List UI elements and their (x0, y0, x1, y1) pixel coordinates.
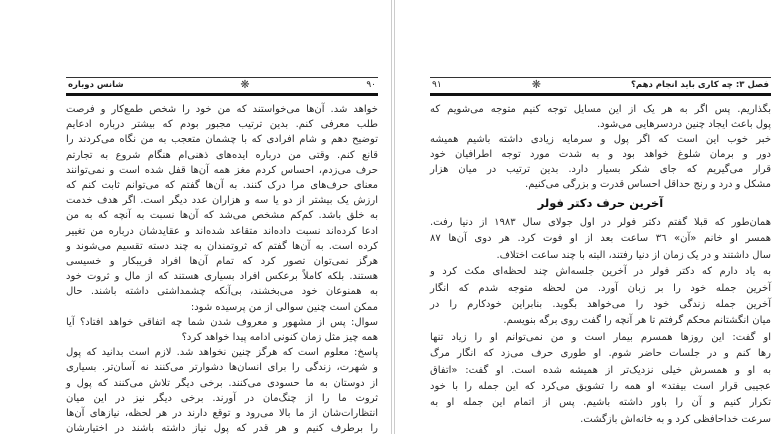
text-line: ثروت ما را از چنگ‌مان در آورند. برخی دیگر نیز در این میان (66, 392, 378, 404)
page-header-left (66, 77, 378, 96)
text-line: رها کنم و در جلسات حاضر شوم. او طوری حرف می‌زد که انگار مرگ (430, 348, 771, 360)
page-text-right-paragraph-2 (430, 215, 771, 428)
text-line: خواهد شد. آن‌ها می‌خواستند که من خود را شخص طمع‌کار و فرصت (66, 104, 378, 115)
text-line: انتظارات‌شان از ما بالا می‌رود و توقع دارند در هر لحظه، نیازهای آن‌ها (66, 408, 378, 420)
text-line: سال داشتند و در یک زمان از دنیا رفتند، البته با چند ساعت اختلاف. (496, 249, 771, 261)
text-line: تکرار کنیم و آن را باور داشته باشیم. پس از اتمام این جمله او به (430, 397, 771, 409)
text-line: آخرین جمله زندگی خود را می‌خواهد بگوید. بنابراین خودکارم را در (430, 299, 771, 311)
text-line: قرار می‌گیریم که جای شکر بسیار دارد. بدین ترتیب در میان هزار (430, 164, 771, 175)
text-line: طلب معرفی کنم. بدین ترتیب مجبور بودم که بیشتر درباره ادعایم (66, 119, 378, 131)
running-title-chapter: فصل ٣: چه کاری باید انجام دهم؟ (630, 80, 769, 90)
text-line: آخرین جمله خود را بر زبان آورد. من لحظه متوجه شدم که انگار (430, 282, 771, 294)
text-line: معنای حرف‌های مرا درک کنند. به آن‌ها گفتم که می‌توانم ثابت کنم که (66, 180, 378, 192)
text-line: همه چیز مثل زمان کنونی ادامه پیدا خواهد کرد؟ (181, 332, 378, 344)
text-line: ممکن است چنین سوالی از من پرسیده شود: (190, 301, 378, 313)
text-line: هرگز نمی‌توان تصور کرد که تمام آن‌ها افراد فریبکار و خسیسی (66, 256, 378, 268)
text-line: بگذاریم. پس اگر به هر یک از این مسایل توجه کنیم متوجه می‌شویم که (430, 104, 771, 115)
text-line: سرعت خداحافظی کرد و به خانه‌اش بازگشت. (580, 413, 771, 425)
ornament-icon: ❋ (531, 78, 541, 91)
text-line: را برطرف کنیم و هر قدر که پول نیاز داشته باشند در اختیارشان (66, 423, 378, 435)
text-line: همسر او خانم «آن» ٣٦ ساعت بعد از او فوت کرد. هر دوی آن‌ها ٨٧ (430, 233, 771, 245)
text-line: به او و همسرش خیلی نزدیک‌تر از همیشه شده است. او گفت: «اتفاق (430, 364, 771, 376)
text-line: سوال: پس از مشهور و معروف شدن شما چه اتفاقی خواهد افتاد؟ آیا (66, 316, 378, 328)
text-line: به یاد دارم که دکتر فولر در آخرین جلسه‌اش چند لحظه‌ای مکث کرد و (430, 266, 771, 278)
text-line: خبر خوب این است که اگر پول و سرمایه زیادی داشته باشیم همیشه (430, 134, 771, 145)
page-text-right-paragraph-1 (430, 102, 771, 192)
section-heading: آخرین حرف دکتر فولر (537, 196, 664, 210)
text-line: حرف می‌زدم، احساس کردم مغز همه آن‌ها قفل شده است و نمی‌توانند (66, 164, 378, 176)
text-line: مشکل و درد و رنج حداقل احساس قدرت و بزرگی می‌کنیم. (525, 179, 771, 190)
page-number-right: ٩١ (432, 80, 442, 90)
text-line: ادعا کرده‌اند نسبت داده‌اند متقاعد شده‌اند و عقایدشان درباره من تغییر (66, 225, 378, 237)
ornament-icon: ❋ (240, 78, 250, 91)
text-line: به همنوعان خود می‌بخشند، بی‌آنکه چشمداشتی داشته باشند. حال (66, 286, 378, 298)
text-line: و شهرت، زندگی را برای انسان‌ها دشوارتر می‌کنند نه آسان‌تر. بسیاری (66, 362, 378, 374)
page-header-right (430, 77, 771, 96)
text-line: از دوستان به ما حسودی می‌کنند. برخی دیگر تلاش می‌کنند که پول و (66, 377, 378, 389)
running-title-book: شانس دوباره (68, 80, 124, 90)
text-line: هستند. بلکه کاملاً برعکس افراد بسیاری هستند که از مال و ثروت خود (66, 271, 378, 283)
page-left (0, 0, 391, 434)
page-number-left: ٩٠ (366, 80, 376, 90)
text-line: به خلق باشد. کم‌کم مشخص می‌شد که آن‌ها نسبت به آنچه که به من (66, 210, 378, 222)
text-line: عجیبی قرار است بیفتد» او همه را تشویق می‌کرد که این جمله را با خود (430, 381, 771, 393)
page-text-left (66, 102, 378, 436)
text-line: قانع کنم. وقتی من درباره ایده‌های ذهنی‌ام هنگام شروع به تجارتم (66, 149, 378, 161)
text-line: دور و برمان شلوغ خواهد بود و به شدت مورد توجه اطرافیان خود (430, 149, 771, 160)
text-line: پاسخ: معلوم است که هرگز چنین نخواهد شد. لازم است بدانید که پول (66, 347, 378, 359)
text-line: او گفت: این روزها همسرم بیمار است و من نمی‌توانم او را زیاد تنها (430, 331, 771, 343)
page-right (395, 0, 784, 434)
text-line: میان انگشتانم محکم گرفتم تا هر آنچه را گفت روی برگه بنویسم. (503, 315, 771, 327)
text-line: توضیح دهم و شام افرادی که با چشمان متعجب به من نگاه می‌کردند را (66, 134, 378, 146)
text-line: کرده است. به آن‌ها گفتم که ثروتمندان به چند دسته تقسیم می‌شوند و (66, 240, 378, 252)
text-line: همان‌طور که قبلا گفتم دکتر فولر در اول جولای سال ١٩٨٣ از دنیا رفت. (430, 217, 771, 228)
text-line: ارزش یک بیشتر از دو یا سه و هزاران عدد دیگر است. اگر هدف خدمت (66, 195, 378, 207)
text-line: پول باعث ایجاد چنین دردسرهایی می‌شود. (596, 119, 771, 130)
